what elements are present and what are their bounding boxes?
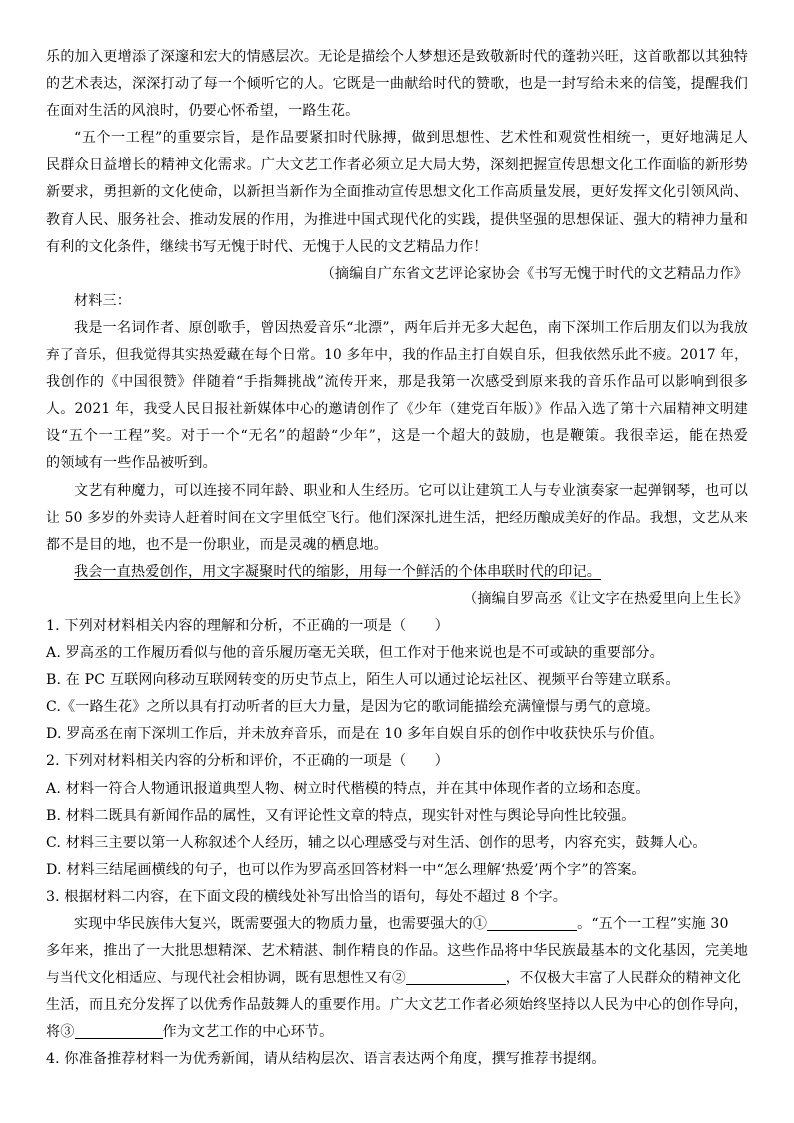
text-segment: 。“五个一工程”实施 30 [577,916,729,932]
question-1-stem: 1. 下列对材料相关内容的理解和分析，不正确的一项是（ ） [46,617,449,634]
source-citation: （摘编自罗高丞《让文字在热爱里向上生长》 [463,590,748,607]
question-1-option-b: B. 在 PC 互联网向移动互联网转变的历史节点上，陌生人可以通过论坛社区、视频平台等建立联系。 [46,672,680,689]
section-heading: 材料三： [74,292,131,309]
text-line: 设“五个一工程”奖。对于一个“无名”的超龄“少年”，这是一个超大的鼓励，也是鞭策。我很幸运，能在热爱 [46,428,748,445]
text-line: 我是一名词作者、原创歌手，曾因热爱音乐“北漂”，两年后并无多大起色，南下深圳工作后朋友们以为我放 [74,319,748,336]
text-line: 生活，而且充分发挥了以优秀作品鼓舞人的重要作用。广大文艺工作者必须始终坚持以人民为中心的创作导向， [46,997,748,1014]
exam-page [46,44,748,1074]
question-3-stem: 3. 根据材料二内容，在下面文段的横线处补写出恰当的语句，每处不超过 8 个字。 [46,888,568,905]
question-2-option-c: C. 材料三主要以第一人称叙述个人经历，辅之以心理感受与对生活、创作的思考，内容充实，鼓舞人心。 [46,834,707,851]
underlined-sentence [46,559,748,586]
text-line: 文艺有种魔力，可以连接不同年龄、职业和人生经历。它可以让建筑工人与专业演奏家一起弹钢琴，也可以 [74,482,748,499]
question-2-stem: 2. 下列对材料相关内容的分析和评价，不正确的一项是（ ） [46,753,449,770]
text-line: 弃了音乐，但我觉得其实热爱藏在每个日常。10 多年中，我的作品主打自娱自乐，但我依然乐此不疲。2017 年， [46,347,748,364]
text-line: 的领域有一些作品被听到。 [46,455,217,472]
question-2-option-a: A. 材料一符合人物通讯报道典型人物、树立时代楷模的特点，并在其中体现作者的立场和态度。 [46,780,650,797]
answer-blank-3[interactable] [75,1023,163,1039]
text-line: 我创作的《中国很赞》伴随着“手指舞挑战”流传开来，那是我第一次感受到原来我的音乐作品可以影响到很多 [46,374,748,391]
fill-in-line [46,911,748,938]
underlined-text: 我会一直热爱创作，用文字凝聚时代的缩影，用每一个鲜活的个体串联时代的印记。 [74,563,602,580]
text-line: 新要求，勇担新的文化使命，以新担当新作为全面推动宣传思想文化工作高质量发展，更好发挥文化引领风尚、 [46,184,748,201]
source-citation: （摘编自广东省文艺评论家协会《书写无愧于时代的文艺精品力作》 [320,265,748,282]
text-line: 都不是目的地，也不是一份职业，而是灵魂的栖息地。 [46,536,388,553]
text-line: 的艺术表达，深深打动了每一个倾听它的人。它既是一曲献给时代的赞歌，也是一封写给未来的信笺，提醒我们 [46,76,748,93]
question-2-option-b: B. 材料二既具有新闻作品的属性，又有评论性文章的特点，现实针对性与舆论导向性比较强。 [46,807,636,824]
text-segment: 实现中华民族伟大复兴，既需要强大的物质力量，也需要强大的① [74,916,488,932]
answer-blank-1[interactable] [487,915,577,931]
fill-in-line [46,965,748,992]
text-line: 在面对生活的风浪时，仍要心怀希望，一路生花。 [46,103,360,120]
fill-in-line [46,1019,748,1046]
text-line: 乐的加入更增添了深邃和宏大的情感层次。无论是描绘个人梦想还是致敬新时代的蓬勃兴旺，这首歌都以其独特 [46,49,748,65]
text-line: 民群众日益增长的精神文化需求。广大文艺工作者必须立足大局大势，深刻把握宣传思想文化工作面临的新形势 [46,157,748,174]
question-1-option-a: A. 罗高丞的工作履历看似与他的音乐履历毫无关联，但工作对于他来说也是不可或缺的重要部分。 [46,645,664,662]
text-segment: ，不仅极大丰富了人民群众的精神文化 [505,970,742,987]
text-line: 教育人民、服务社会、推动发展的作用，为推进中国式现代化的实践，提供坚强的思想保证、强大的精神力量和 [46,211,748,228]
answer-blank-2[interactable] [406,969,506,985]
question-1-option-d: D. 罗高丞在南下深圳工作后，并未放弃音乐，而是在 10 多年自娱自乐的创作中收获快乐与价值。 [46,726,664,743]
question-2-option-d: D. 材料三结尾画横线的句子，也可以作为罗高丞回答材料一中“怎么理解‘热爱’两个字”的答案。 [46,861,646,878]
text-line: “五个一工程”的重要宗旨，是作品要紧扣时代脉搏，做到思想性、艺术性和观赏性相统一，更好地满足人 [74,130,748,147]
text-line: 多年来，推出了一大批思想精深、艺术精湛、制作精良的作品。这些作品将中华民族最基本的文化基因，完美地 [46,943,748,960]
question-1-option-c: C.《一路生花》之所以具有打动听者的巨大力量，是因为它的歌词能描绘充满憧憬与勇气的意境。 [46,699,660,716]
text-line: 有利的文化条件，继续书写无愧于时代、无愧于人民的文艺精品力作！ [46,238,488,255]
text-line: 人。2021 年，我受人民日报社新媒体中心的邀请创作了《少年（建党百年版）》作品入选了第十六届精神文明建 [46,401,748,418]
text-segment: 将③ [46,1024,75,1041]
text-segment: 作为文艺工作的中心环节。 [162,1024,334,1041]
text-line: 让 50 多岁的外卖诗人赶着时间在文字里低空飞行。他们深深扎进生活，把经历酿成美好的作品。我想，文艺从来 [46,509,748,526]
question-4-stem: 4. 你准备推荐材料一为优秀新闻，请从结构层次、语言表达两个角度，撰写推荐书提纲。 [46,1051,606,1068]
text-segment: 与当代文化相适应、与现代社会相协调，既有思想性又有② [46,970,406,987]
